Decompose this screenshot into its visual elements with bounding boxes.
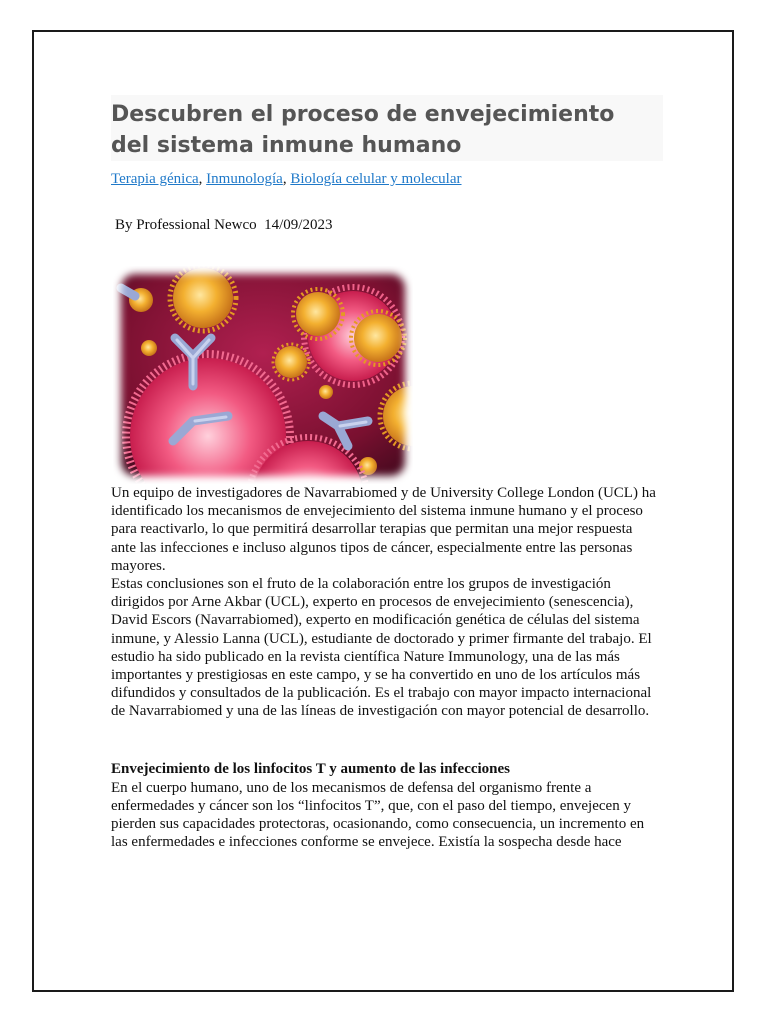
tag-list <box>111 169 661 189</box>
title-banner <box>111 95 663 161</box>
byline: By Professional Newco 14/09/2023 <box>115 217 333 233</box>
tag-link-biologia-celular[interactable]: Biología celular y molecular <box>290 171 462 187</box>
document-page <box>32 30 734 992</box>
tag-separator: , <box>198 171 207 187</box>
article-title: Descubren el proceso de envejecimiento del sistema inmune humano <box>111 102 615 158</box>
immune-cells-illustration-icon <box>113 266 413 484</box>
paragraph-linfocitos: En el cuerpo humano, uno de los mecanismos de defensa del organismo frente a enfermedades y cáncer son los “linfocitos T”, que, con el paso del tiempo, envejecen y pierden sus capacidades protectoras, ocasionando, como consecuencia, un incremento en las enfermedades e infecciones conforme se envejece. Existía la sospecha desde hace <box>111 779 645 851</box>
paragraph-collaboration: Estas conclusiones son el fruto de la colaboración entre los grupos de investigación dirigidos por Arne Akbar (UCL), experto en procesos de envejecimiento (senescencia), David Escors (Navarrabiomed), experto en modificación genética de células del sistema inmune, y Alessio Lanna (UCL), estudiante de doctorado y primer firmante del trabajo. El estudio ha sido publicado en la revista científica Nature Immunology, una de las más importantes y prestigiosas en este campo, y se ha convertido en uno de los artículos más difundidos y consultados de la publicación. Es el trabajo con mayor impacto internacional de Navarrabiomed y una de las líneas de investigación con mayor potencial de desarrollo. <box>111 576 652 720</box>
tag-separator: , <box>282 171 291 187</box>
tag-link-terapia-genica[interactable]: Terapia génica <box>111 171 199 187</box>
tag-link-inmunologia[interactable]: Inmunología <box>206 171 283 187</box>
section-heading: Envejecimiento de los linfocitos T y aumento de las infecciones <box>111 760 511 777</box>
article <box>111 95 661 851</box>
paragraph-intro: Un equipo de investigadores de Navarrabiomed y de University College London (UCL) ha identificado los mecanismos de envejecimiento del sistema inmune humano y el proceso para reactivarlo, lo que permitirá desarrollar terapias que permitan una mejor respuesta ante las infecciones e incluso algunos tipos de cáncer, especialmente entre las personas mayores. <box>111 485 656 574</box>
